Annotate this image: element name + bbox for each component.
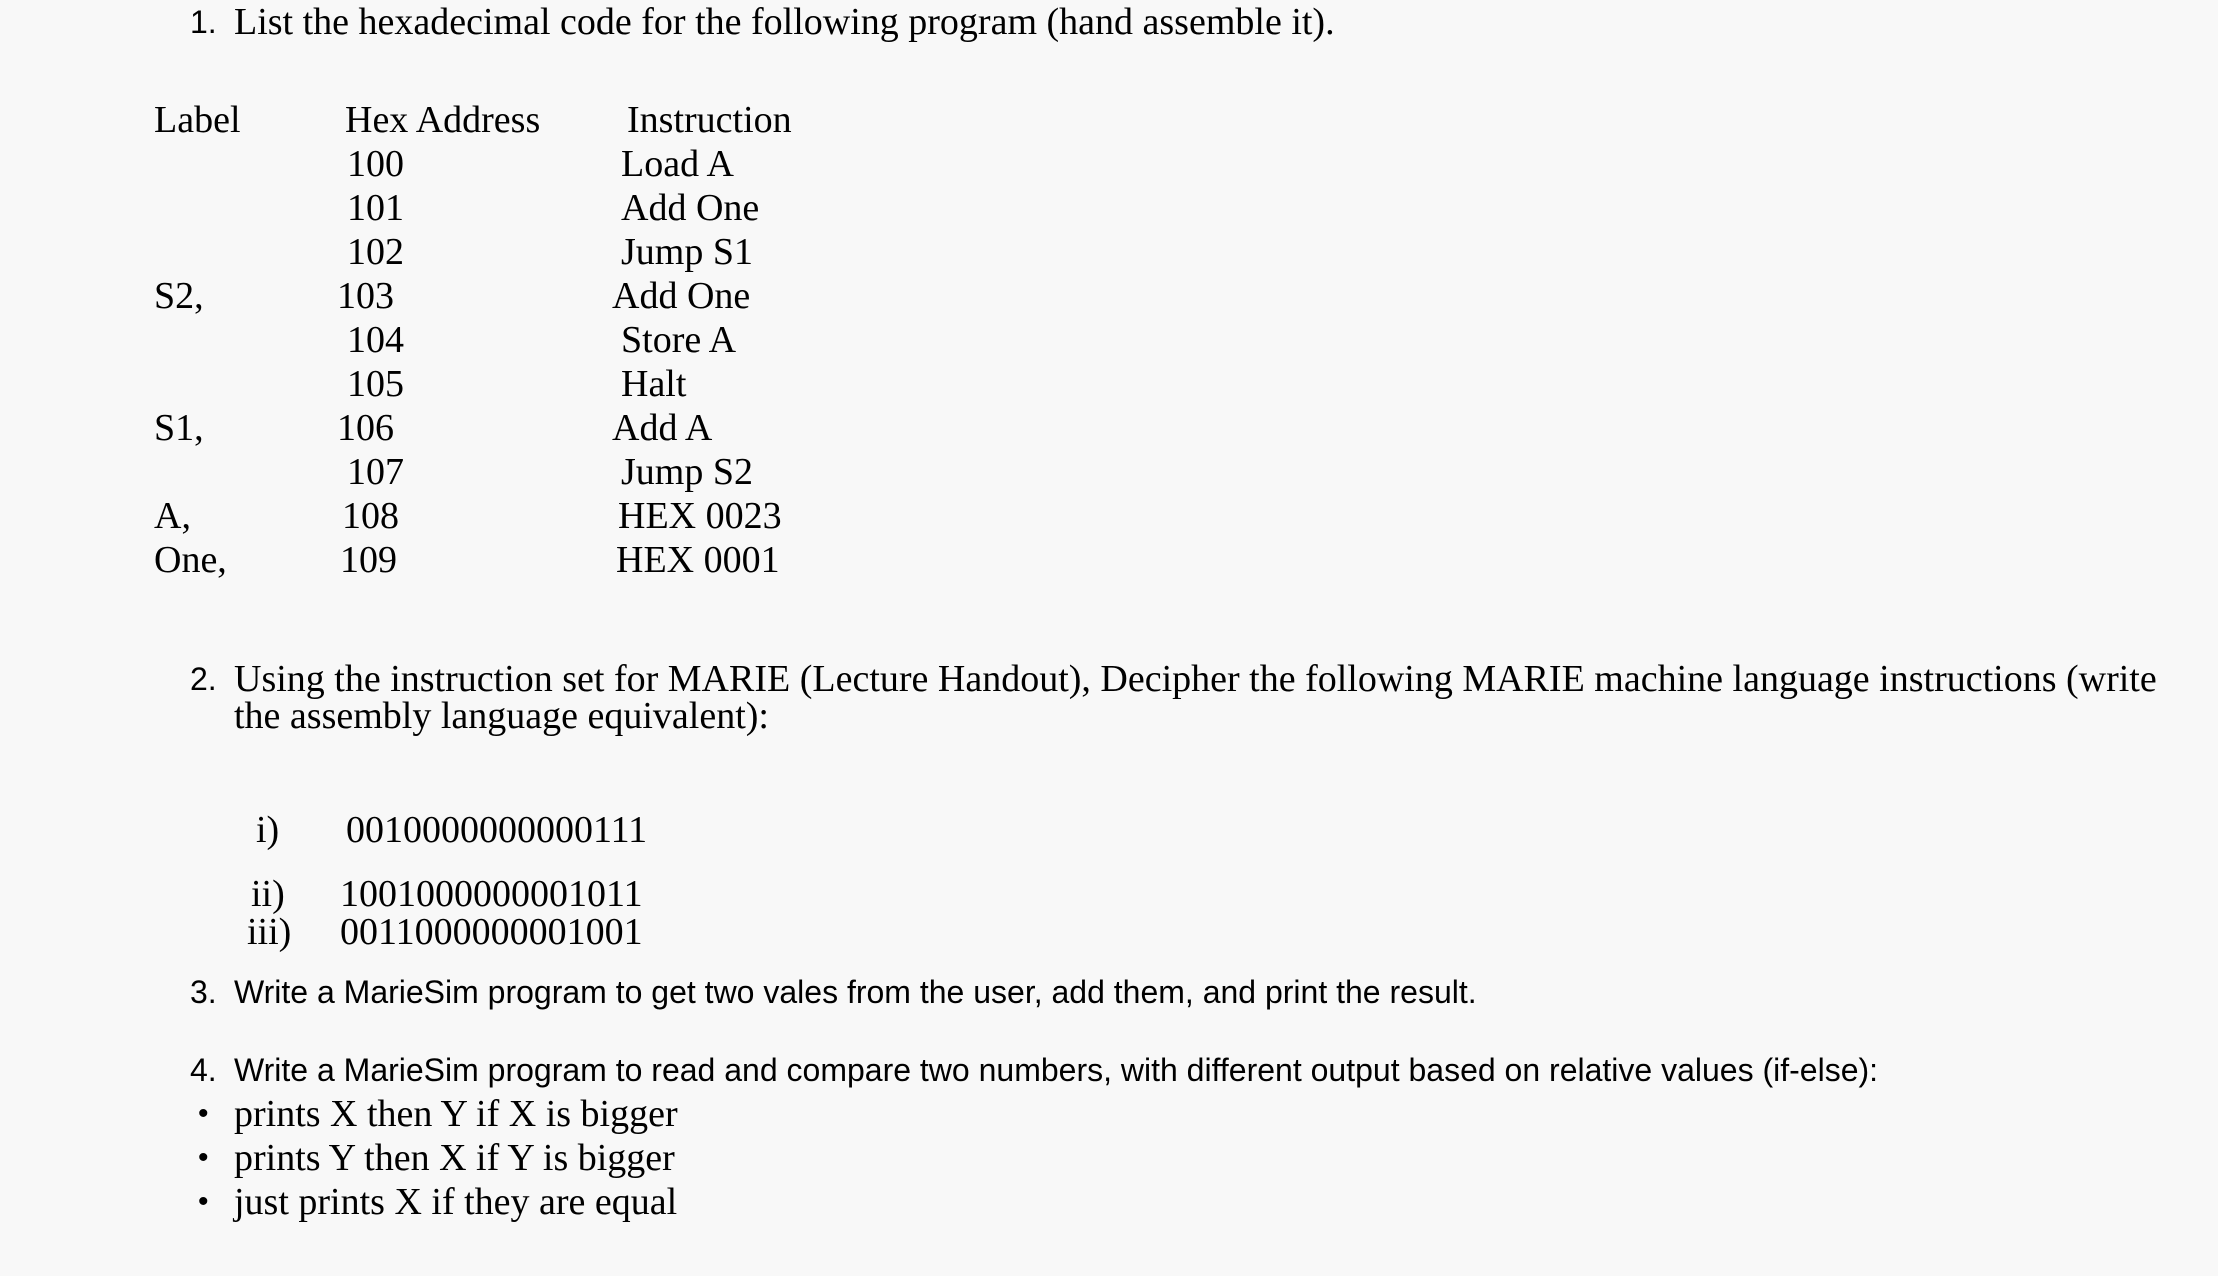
row-instruction: Add A xyxy=(612,407,713,449)
row-address: 100 xyxy=(347,143,404,185)
question-4-text: Write a MarieSim program to read and compare two numbers, with different output based on relative values (if-else): xyxy=(234,1052,1879,1088)
row-label: S2, xyxy=(154,275,204,317)
row-instruction: Add One xyxy=(621,187,760,229)
header-hex-address: Hex Address xyxy=(345,99,541,141)
row-instruction: Jump S2 xyxy=(621,451,753,493)
question-2-number: 2. xyxy=(190,661,217,697)
binary-code: 1001000000001011 xyxy=(340,873,643,915)
list-item: just prints X if they are equal xyxy=(234,1181,678,1223)
row-address: 102 xyxy=(347,231,404,273)
row-instruction: HEX 0023 xyxy=(618,495,782,537)
row-instruction: Halt xyxy=(621,363,687,405)
row-address: 105 xyxy=(347,363,404,405)
binary-code: 0010000000000111 xyxy=(346,809,648,851)
binary-code: 0011000000001001 xyxy=(340,911,643,953)
question-4-number: 4. xyxy=(190,1052,217,1088)
row-address: 109 xyxy=(340,539,397,581)
row-label: One, xyxy=(154,539,227,581)
row-address: 104 xyxy=(347,319,404,361)
item-marker: ii) xyxy=(251,873,285,915)
list-item: prints Y then X if Y is bigger xyxy=(234,1137,675,1179)
question-2-line-1: Using the instruction set for MARIE (Lecture Handout), Decipher the following MARIE machine language instructions (write xyxy=(234,658,2157,700)
question-1-number: 1. xyxy=(190,4,217,40)
row-label: S1, xyxy=(154,407,204,449)
bullet-icon: • xyxy=(198,1141,209,1174)
row-address: 106 xyxy=(337,407,394,449)
row-instruction: HEX 0001 xyxy=(616,539,780,581)
item-marker: iii) xyxy=(247,911,292,953)
question-1-text: List the hexadecimal code for the following program (hand assemble it). xyxy=(234,1,1335,43)
bullet-icon: • xyxy=(198,1097,209,1130)
question-2-line-2: the assembly language equivalent): xyxy=(234,695,769,737)
bullet-icon: • xyxy=(198,1185,209,1218)
question-3-text: Write a MarieSim program to get two vales from the user, add them, and print the result. xyxy=(234,974,1477,1010)
row-address: 108 xyxy=(342,495,399,537)
list-item: prints X then Y if X is bigger xyxy=(234,1093,678,1135)
item-marker: i) xyxy=(256,809,280,851)
question-3-number: 3. xyxy=(190,974,217,1010)
row-address: 107 xyxy=(347,451,404,493)
header-instruction: Instruction xyxy=(627,99,792,141)
row-instruction: Jump S1 xyxy=(621,231,753,273)
row-label: A, xyxy=(154,495,191,537)
row-instruction: Add One xyxy=(612,275,751,317)
row-address: 103 xyxy=(337,275,394,317)
row-instruction: Load A xyxy=(621,143,734,185)
header-label: Label xyxy=(154,99,241,141)
row-instruction: Store A xyxy=(621,319,737,361)
row-address: 101 xyxy=(347,187,404,229)
